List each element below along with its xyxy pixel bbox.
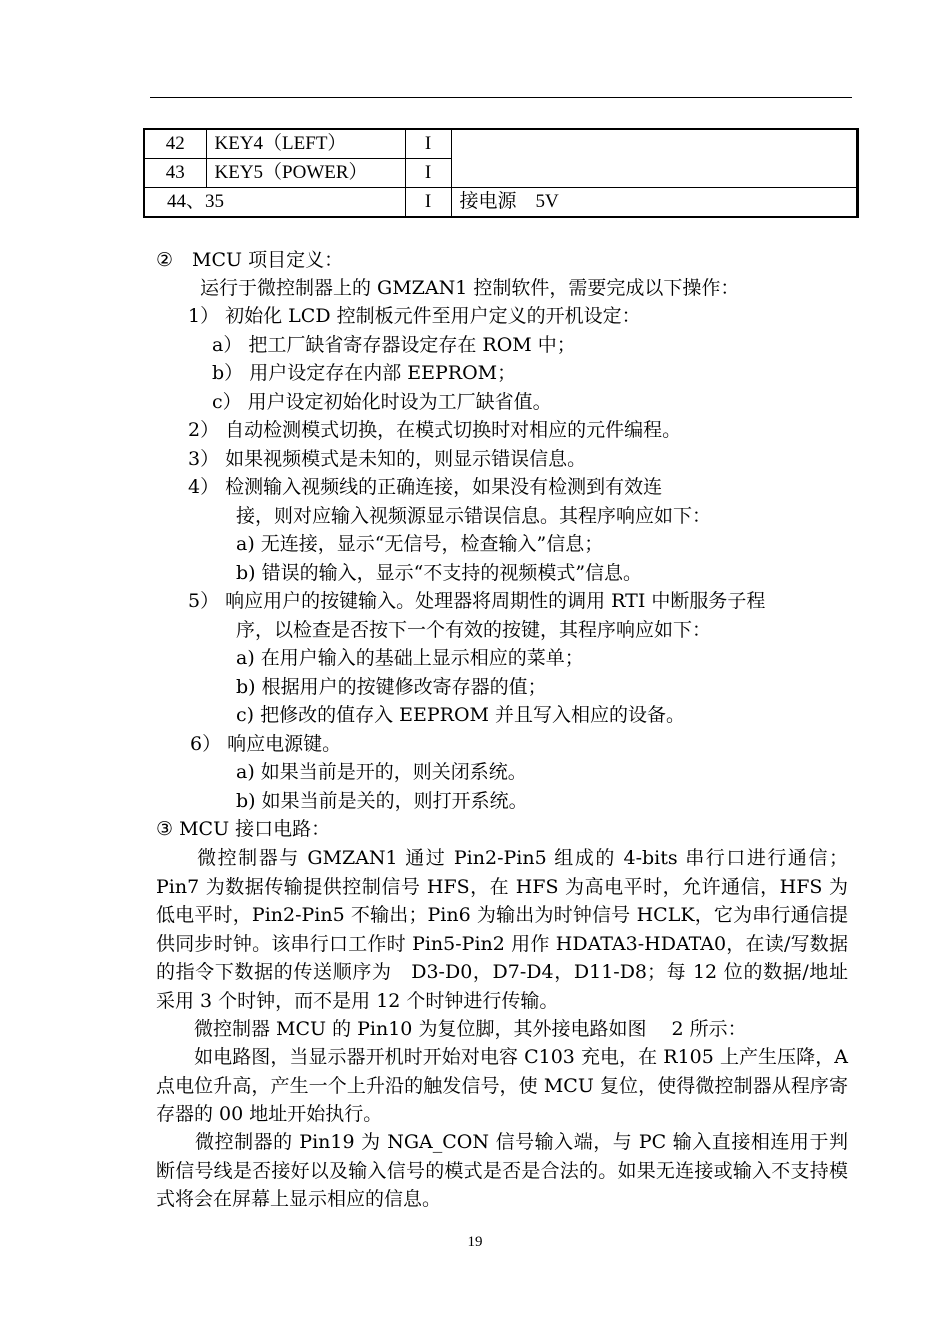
- section2-heading: ② MCU 项目定义：: [156, 249, 344, 271]
- note-cell: [451, 129, 858, 188]
- list-item-continuation: 接，则对应输入视频源显示错误信息。其程序响应如下：: [236, 505, 712, 527]
- paragraph: 微控制器的 Pin19 为 NGA_CON 信号输入端，与 PC 输入直接相连用于判断信号线是否接好以及输入信号的模式是否是合法的。如果无连接或输入不支持模式将会在屏幕上显示相应的信息。: [156, 1131, 848, 1211]
- list-item: b) 如果当前是关的，则打开系统。: [236, 790, 528, 812]
- list-item: 3） 如果视频模式是未知的，则显示错误信息。: [188, 448, 587, 470]
- list-item: b） 用户设定存在内部 EEPROM；: [212, 362, 517, 384]
- paragraph: 如电路图，当显示器开机时开始对电容 C103 充电，在 R105 上产生压降，A 点电位升高，产生一个上升沿的触发信号，使 MCU 复位，使得微控制器从程序寄存器的 00 地址开始执行。: [156, 1046, 848, 1126]
- table-row: [144, 188, 858, 218]
- section2-intro: 运行于微控制器上的 GMZAN1 控制软件，需要完成以下操作：: [200, 277, 740, 299]
- list-item: a) 无连接，显示“无信号，检查输入”信息；: [236, 533, 604, 555]
- function-cell: KEY5（POWER）: [206, 159, 405, 188]
- list-item: b) 错误的输入，显示“不支持的视频模式”信息。: [236, 562, 643, 584]
- paragraph: 微控制器 MCU 的 Pin10 为复位脚，其外接电路如图 2 所示：: [156, 1018, 747, 1040]
- section3-heading: ③ MCU 接口电路：: [156, 818, 331, 840]
- note-cell: 接电源 5V: [451, 188, 858, 218]
- list-item: c) 把修改的值存入 EEPROM 并且写入相应的设备。: [236, 704, 686, 726]
- list-item: c） 用户设定初始化时设为工厂缺省值。: [212, 391, 552, 413]
- page-number: 19: [467, 1234, 483, 1250]
- list-item: a） 把工厂缺省寄存器设定存在 ROM 中；: [212, 334, 576, 356]
- io-cell: I: [405, 188, 451, 218]
- pin-cell: 44、35: [144, 188, 405, 218]
- function-cell: KEY4（LEFT）: [206, 129, 405, 159]
- list-item: a) 如果当前是开的，则关闭系统。: [236, 761, 527, 783]
- pin-cell: 42: [144, 129, 206, 159]
- pin-cell: 43: [144, 159, 206, 188]
- table-row: [144, 129, 858, 159]
- paragraph: 微控制器与 GMZAN1 通过 Pin2-Pin5 组成的 4-bits 串行口进行通信；Pin7 为数据传输提供控制信号 HFS，在 HFS 为高电平时，允许通信，HFS 为低电平时，Pin2-Pin5 不输出；Pin6 为输出为时钟信号 HCLK，它为串行通信提供同步时钟。该串行口工作时 Pin5-Pin2 用作 HDATA3-HDATA0，在读/写数据的指令下数据的传送顺序为 D3-D0，D7-D4，D11-D8；每 12 位的数据/地址采用 3 个时钟，而不是用 12 个时钟进行传输。: [156, 847, 848, 1012]
- list-item: 1） 初始化 LCD 控制板元件至用户定义的开机设定：: [188, 305, 641, 327]
- pin-table: [143, 128, 859, 218]
- header-rule: [150, 97, 852, 98]
- io-cell: I: [405, 159, 451, 188]
- list-item: 2） 自动检测模式切换，在模式切换时对相应的元件编程。: [188, 419, 682, 441]
- list-item: a) 在用户输入的基础上显示相应的菜单；: [236, 647, 584, 669]
- list-item: 6） 响应电源键。: [190, 733, 342, 755]
- io-cell: I: [405, 129, 451, 159]
- list-item: b) 根据用户的按键修改寄存器的值；: [236, 676, 547, 698]
- list-item-continuation: 序，以检查是否按下一个有效的按键，其程序响应如下：: [236, 619, 712, 641]
- list-item: 4） 检测输入视频线的正确连接，如果没有检测到有效连: [188, 476, 663, 498]
- list-item: 5） 响应用户的按键输入。处理器将周期性的调用 RTI 中断服务子程: [188, 590, 766, 612]
